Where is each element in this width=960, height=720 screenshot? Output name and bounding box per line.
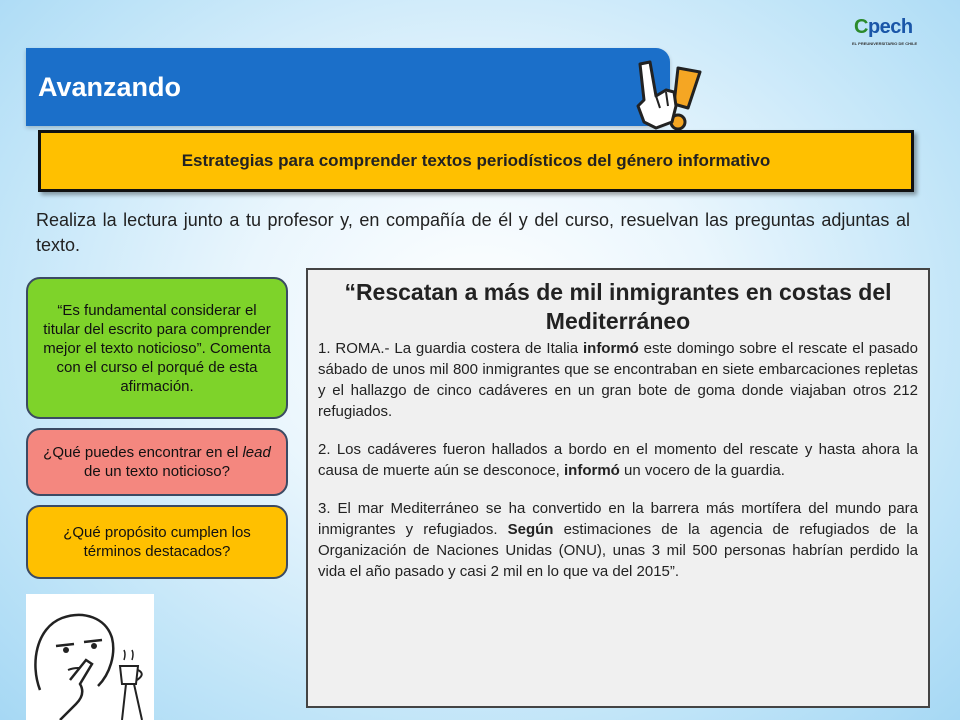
logo-letter: C (854, 16, 868, 38)
paragraph-text: 2. Los cadáveres fueron hallados a bordo en el momento del rescate y hasta ahora la causa de muerte aún se desconoce, (318, 441, 918, 479)
logo-word: pech (867, 16, 913, 38)
paragraph-text: 3. El mar Mediterráneo se ha convertido en la barrera más mortífera del mundo para inmigrantes y refugiados. (318, 500, 918, 538)
paragraph-text: este domingo sobre el rescate el pasado sábado de unos mil 800 inmigrantes que se encontraban en siete embarcaciones repletas y el hallazgo de cinco cadáveres en un gran bote de goma donde viajaban otros 212 refugiados. (318, 340, 918, 420)
article-paragraph-2 (318, 439, 918, 481)
section-title: Avanzando (38, 72, 182, 102)
article-paragraph-3 (318, 498, 918, 582)
article-paragraph-1 (318, 338, 918, 422)
question-italic-term: lead (242, 444, 271, 461)
instruction-text: Realiza la lectura junto a tu profesor y, en compañía de él y del curso, resuelvan las preguntas adjuntas al texto. (36, 210, 910, 255)
paragraph-text: 1. ROMA.- La guardia costera de Italia (318, 340, 583, 357)
question-bubble-terms (26, 505, 288, 579)
highlighted-term: informó (582, 340, 639, 357)
question-text: “Es fundamental considerar el titular del escrito para comprender mejor el texto noticioso”. Comenta con el curso el porqué de esta afirmación. (43, 301, 271, 395)
paragraph-text: estimaciones de la agencia de refugiados de la Organización de Naciones Unidas (ONU), unas 3 mil 500 personas habrían perdido la vida el año pasado y casi 2 mil en lo que va del 2015”. (318, 521, 918, 580)
question-text (38, 443, 276, 481)
article-headline: “Rescatan a más de mil inmigrantes en costas del Mediterráneo (344, 279, 892, 334)
question-bubble-headline (26, 277, 288, 419)
question-text: ¿Qué propósito cumplen los términos destacados? (63, 524, 251, 560)
question-text-part: ¿Qué puedes encontrar en el (43, 444, 243, 461)
highlighted-term: Según (507, 521, 554, 538)
question-bubble-lead (26, 428, 288, 496)
pointing-hand-exclamation-icon (626, 56, 706, 136)
topic-heading: Estrategias para comprender textos periodísticos del género informativo (38, 130, 914, 192)
highlighted-term: informó (564, 462, 620, 479)
news-article (306, 268, 930, 708)
question-text-part: de un texto noticioso? (84, 463, 230, 480)
paragraph-text: un vocero de la guardia. (619, 462, 785, 479)
logo-tagline: EL PREUNIVERSITARIO DE CHILE (852, 41, 918, 46)
thinking-face-meme (26, 594, 154, 720)
